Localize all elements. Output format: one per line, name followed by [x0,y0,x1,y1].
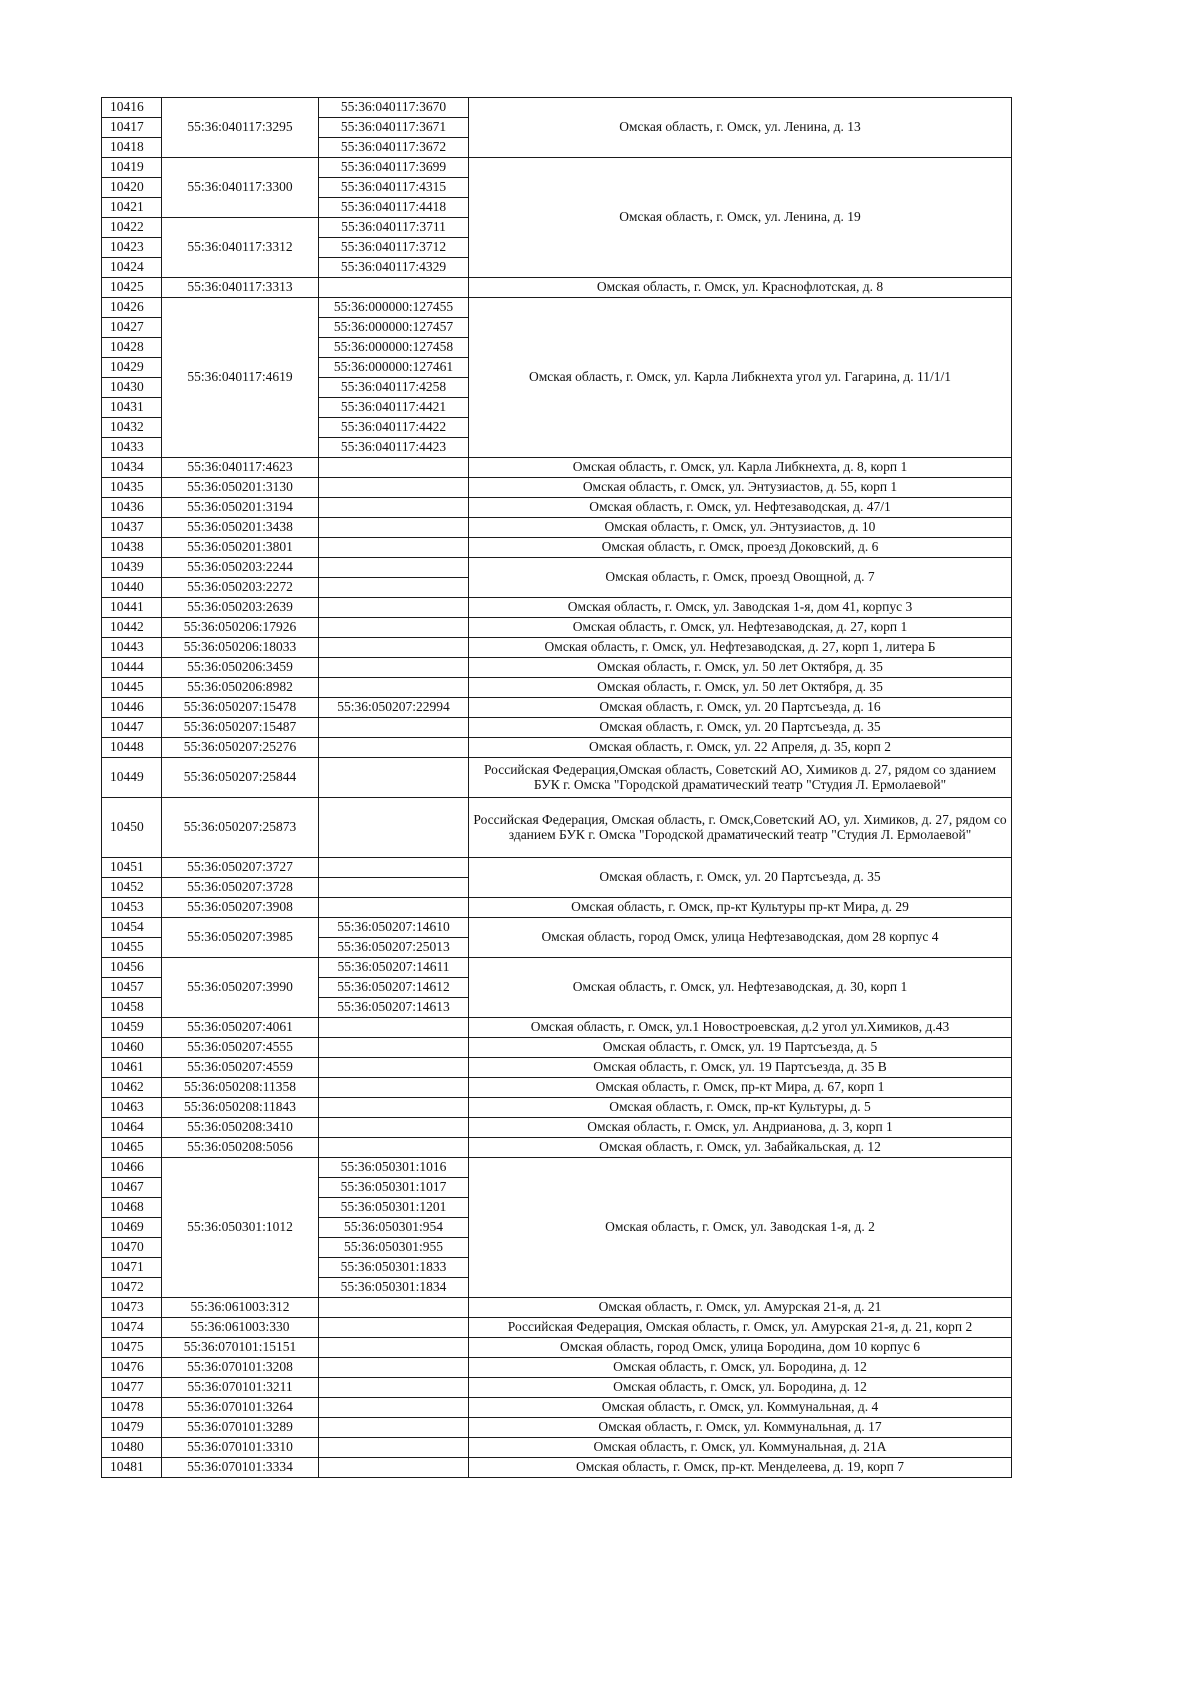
table-row [102,658,1012,678]
cadastral-number-cell: 55:36:040117:3295 [162,98,319,158]
cadastral-number-cell: 55:36:050207:4559 [162,1058,319,1078]
row-number-cell: 10474 [102,1318,162,1338]
cadastral-registry-table [101,97,1012,1478]
address-cell: Омская область, г. Омск, ул. Амурская 21-я, д. 21 [469,1298,1012,1318]
row-number-cell: 10467 [102,1178,162,1198]
table-row [102,298,1012,318]
address-cell: Омская область, г. Омск, ул. 50 лет Октября, д. 35 [469,678,1012,698]
table-row [102,1078,1012,1098]
linked-cadastral-number-cell: 55:36:040117:3699 [319,158,469,178]
linked-cadastral-number-cell [319,538,469,558]
linked-cadastral-number-cell [319,1038,469,1058]
row-number-cell: 10441 [102,598,162,618]
row-number-cell: 10445 [102,678,162,698]
linked-cadastral-number-cell [319,1058,469,1078]
table-row [102,638,1012,658]
address-cell: Омская область, г. Омск, ул. Бородина, д. 12 [469,1378,1012,1398]
table-row [102,958,1012,978]
row-number-cell: 10424 [102,258,162,278]
address-cell: Омская область, город Омск, улица Бородина, дом 10 корпус 6 [469,1338,1012,1358]
row-number-cell: 10438 [102,538,162,558]
row-number-cell: 10433 [102,438,162,458]
address-cell: Омская область, г. Омск, ул. Карла Либкнехта, д. 8, корп 1 [469,458,1012,478]
table-row [102,1118,1012,1138]
table-row [102,158,1012,178]
table-row [102,458,1012,478]
cadastral-number-cell: 55:36:050201:3801 [162,538,319,558]
row-number-cell: 10432 [102,418,162,438]
row-number-cell: 10416 [102,98,162,118]
linked-cadastral-number-cell [319,1358,469,1378]
table-row [102,1318,1012,1338]
linked-cadastral-number-cell [319,1118,469,1138]
cadastral-number-cell: 55:36:050201:3438 [162,518,319,538]
row-number-cell: 10451 [102,858,162,878]
table-row [102,738,1012,758]
table-row [102,1038,1012,1058]
address-cell: Омская область, г. Омск, ул.1 Новостроевская, д.2 угол ул.Химиков, д.43 [469,1018,1012,1038]
linked-cadastral-number-cell [319,1378,469,1398]
linked-cadastral-number-cell [319,558,469,578]
cadastral-number-cell: 55:36:040117:3300 [162,158,319,218]
cadastral-number-cell: 55:36:050206:17926 [162,618,319,638]
table-row [102,98,1012,118]
cadastral-number-cell: 55:36:050207:3990 [162,958,319,1018]
cadastral-number-cell: 55:36:070101:3334 [162,1458,319,1478]
table-row [102,718,1012,738]
cadastral-number-cell: 55:36:050207:25844 [162,758,319,798]
linked-cadastral-number-cell: 55:36:040117:4423 [319,438,469,458]
row-number-cell: 10477 [102,1378,162,1398]
table-row [102,598,1012,618]
cadastral-number-cell: 55:36:050207:3985 [162,918,319,958]
table-row [102,1298,1012,1318]
linked-cadastral-number-cell: 55:36:040117:4422 [319,418,469,438]
linked-cadastral-number-cell: 55:36:040117:4421 [319,398,469,418]
cadastral-number-cell: 55:36:050203:2244 [162,558,319,578]
cadastral-number-cell: 55:36:050207:25276 [162,738,319,758]
row-number-cell: 10464 [102,1118,162,1138]
address-cell: Омская область, г. Омск, ул. Андрианова, д. 3, корп 1 [469,1118,1012,1138]
cadastral-number-cell: 55:36:050207:25873 [162,798,319,858]
cadastral-number-cell: 55:36:050207:15487 [162,718,319,738]
row-number-cell: 10446 [102,698,162,718]
cadastral-number-cell: 55:36:070101:3211 [162,1378,319,1398]
row-number-cell: 10423 [102,238,162,258]
linked-cadastral-number-cell: 55:36:040117:4258 [319,378,469,398]
address-cell: Омская область, г. Омск, пр-кт Культуры пр-кт Мира, д. 29 [469,898,1012,918]
row-number-cell: 10475 [102,1338,162,1358]
linked-cadastral-number-cell: 55:36:050207:22994 [319,698,469,718]
linked-cadastral-number-cell [319,638,469,658]
address-cell: Омская область, г. Омск, ул. 20 Партсъезда, д. 35 [469,858,1012,898]
address-cell: Омская область, г. Омск, ул. Бородина, д. 12 [469,1358,1012,1378]
address-cell: Омская область, г. Омск, ул. Ленина, д. 19 [469,158,1012,278]
address-cell: Российская Федерация, Омская область, г. Омск,Советский АО, ул. Химиков, д. 27, рядом со зданием БУК г. Омска "Городской драматический театр "Студия Л. Ермолаевой" [469,798,1012,858]
address-cell: Российская Федерация,Омская область, Советский АО, Химиков д. 27, рядом со зданием БУК г. Омска "Городской драматический театр "Студия Л. Ермолаевой" [469,758,1012,798]
linked-cadastral-number-cell: 55:36:050207:14612 [319,978,469,998]
linked-cadastral-number-cell [319,878,469,898]
row-number-cell: 10481 [102,1458,162,1478]
linked-cadastral-number-cell: 55:36:050301:1201 [319,1198,469,1218]
row-number-cell: 10472 [102,1278,162,1298]
table-row [102,1358,1012,1378]
row-number-cell: 10429 [102,358,162,378]
address-cell: Омская область, г. Омск, ул. Нефтезаводская, д. 27, корп 1, литера Б [469,638,1012,658]
address-cell: Омская область, г. Омск, ул. Энтузиастов, д. 10 [469,518,1012,538]
cadastral-number-cell: 55:36:050208:11843 [162,1098,319,1118]
row-number-cell: 10453 [102,898,162,918]
row-number-cell: 10456 [102,958,162,978]
cadastral-number-cell: 55:36:050206:18033 [162,638,319,658]
row-number-cell: 10476 [102,1358,162,1378]
cadastral-number-cell: 55:36:040117:4619 [162,298,319,458]
cadastral-number-cell: 55:36:070101:3208 [162,1358,319,1378]
table-row [102,518,1012,538]
row-number-cell: 10427 [102,318,162,338]
linked-cadastral-number-cell: 55:36:050301:954 [319,1218,469,1238]
linked-cadastral-number-cell [319,1318,469,1338]
linked-cadastral-number-cell [319,278,469,298]
address-cell: Омская область, г. Омск, ул. Нефтезаводская, д. 47/1 [469,498,1012,518]
table-row [102,758,1012,798]
cadastral-number-cell: 55:36:061003:312 [162,1298,319,1318]
cadastral-number-cell: 55:36:050207:3908 [162,898,319,918]
row-number-cell: 10420 [102,178,162,198]
linked-cadastral-number-cell: 55:36:050301:955 [319,1238,469,1258]
cadastral-number-cell: 55:36:050207:3727 [162,858,319,878]
linked-cadastral-number-cell: 55:36:040117:4315 [319,178,469,198]
linked-cadastral-number-cell [319,758,469,798]
linked-cadastral-number-cell: 55:36:040117:3711 [319,218,469,238]
linked-cadastral-number-cell: 55:36:000000:127458 [319,338,469,358]
linked-cadastral-number-cell: 55:36:040117:4329 [319,258,469,278]
cadastral-number-cell: 55:36:070101:3310 [162,1438,319,1458]
row-number-cell: 10449 [102,758,162,798]
linked-cadastral-number-cell [319,658,469,678]
row-number-cell: 10426 [102,298,162,318]
table-row [102,1098,1012,1118]
cadastral-number-cell: 55:36:070101:3289 [162,1418,319,1438]
address-cell: Омская область, г. Омск, пр-кт Культуры, д. 5 [469,1098,1012,1118]
address-cell: Омская область, г. Омск, ул. Заводская 1-я, дом 41, корпус 3 [469,598,1012,618]
address-cell: Омская область, г. Омск, ул. 22 Апреля, д. 35, корп 2 [469,738,1012,758]
row-number-cell: 10466 [102,1158,162,1178]
linked-cadastral-number-cell [319,498,469,518]
table-row [102,1138,1012,1158]
linked-cadastral-number-cell: 55:36:050301:1834 [319,1278,469,1298]
address-cell: Омская область, город Омск, улица Нефтезаводская, дом 28 корпус 4 [469,918,1012,958]
linked-cadastral-number-cell [319,1398,469,1418]
cadastral-number-cell: 55:36:050301:1012 [162,1158,319,1298]
linked-cadastral-number-cell [319,518,469,538]
row-number-cell: 10437 [102,518,162,538]
table-row [102,558,1012,578]
table-row [102,1158,1012,1178]
row-number-cell: 10417 [102,118,162,138]
table-row [102,1018,1012,1038]
row-number-cell: 10418 [102,138,162,158]
linked-cadastral-number-cell [319,1338,469,1358]
row-number-cell: 10447 [102,718,162,738]
row-number-cell: 10444 [102,658,162,678]
row-number-cell: 10448 [102,738,162,758]
linked-cadastral-number-cell: 55:36:040117:4418 [319,198,469,218]
address-cell: Омская область, г. Омск, проезд Доковский, д. 6 [469,538,1012,558]
row-number-cell: 10443 [102,638,162,658]
row-number-cell: 10452 [102,878,162,898]
cadastral-number-cell: 55:36:050203:2639 [162,598,319,618]
linked-cadastral-number-cell: 55:36:040117:3712 [319,238,469,258]
cadastral-number-cell: 55:36:040117:3312 [162,218,319,278]
linked-cadastral-number-cell: 55:36:050207:25013 [319,938,469,958]
cadastral-number-cell: 55:36:070101:3264 [162,1398,319,1418]
linked-cadastral-number-cell: 55:36:050301:1017 [319,1178,469,1198]
address-cell: Омская область, г. Омск, ул. Коммунальная, д. 21А [469,1438,1012,1458]
cadastral-number-cell: 55:36:040117:3313 [162,278,319,298]
cadastral-number-cell: 55:36:050207:4555 [162,1038,319,1058]
linked-cadastral-number-cell [319,678,469,698]
linked-cadastral-number-cell [319,618,469,638]
table-row [102,498,1012,518]
linked-cadastral-number-cell [319,478,469,498]
table-row [102,618,1012,638]
table-row [102,538,1012,558]
row-number-cell: 10463 [102,1098,162,1118]
row-number-cell: 10480 [102,1438,162,1458]
row-number-cell: 10462 [102,1078,162,1098]
table-row [102,478,1012,498]
row-number-cell: 10439 [102,558,162,578]
row-number-cell: 10471 [102,1258,162,1278]
row-number-cell: 10458 [102,998,162,1018]
table-row [102,678,1012,698]
row-number-cell: 10478 [102,1398,162,1418]
linked-cadastral-number-cell: 55:36:040117:3670 [319,98,469,118]
table-row [102,798,1012,858]
row-number-cell: 10461 [102,1058,162,1078]
linked-cadastral-number-cell [319,598,469,618]
row-number-cell: 10459 [102,1018,162,1038]
address-cell: Омская область, г. Омск, ул. 20 Партсъезда, д. 16 [469,698,1012,718]
table-row [102,1418,1012,1438]
cadastral-number-cell: 55:36:040117:4623 [162,458,319,478]
address-cell: Омская область, г. Омск, проезд Овощной, д. 7 [469,558,1012,598]
linked-cadastral-number-cell: 55:36:000000:127461 [319,358,469,378]
linked-cadastral-number-cell [319,1098,469,1118]
linked-cadastral-number-cell: 55:36:050207:14611 [319,958,469,978]
registry-table-body [102,98,1012,1478]
linked-cadastral-number-cell: 55:36:000000:127457 [319,318,469,338]
cadastral-number-cell: 55:36:050206:3459 [162,658,319,678]
table-row [102,1378,1012,1398]
linked-cadastral-number-cell [319,1298,469,1318]
row-number-cell: 10460 [102,1038,162,1058]
table-row [102,858,1012,878]
row-number-cell: 10442 [102,618,162,638]
linked-cadastral-number-cell [319,898,469,918]
row-number-cell: 10457 [102,978,162,998]
table-row [102,898,1012,918]
linked-cadastral-number-cell [319,458,469,478]
cadastral-number-cell: 55:36:050203:2272 [162,578,319,598]
address-cell: Омская область, г. Омск, ул. Энтузиастов, д. 55, корп 1 [469,478,1012,498]
address-cell: Омская область, г. Омск, пр-кт Мира, д. 67, корп 1 [469,1078,1012,1098]
table-row [102,278,1012,298]
row-number-cell: 10454 [102,918,162,938]
row-number-cell: 10450 [102,798,162,858]
table-row [102,698,1012,718]
linked-cadastral-number-cell [319,1418,469,1438]
cadastral-number-cell: 55:36:050208:11358 [162,1078,319,1098]
address-cell: Омская область, г. Омск, ул. 19 Партсъезда, д. 5 [469,1038,1012,1058]
linked-cadastral-number-cell [319,718,469,738]
row-number-cell: 10430 [102,378,162,398]
table-row [102,1398,1012,1418]
address-cell: Омская область, г. Омск, ул. Ленина, д. 13 [469,98,1012,158]
table-row [102,1438,1012,1458]
linked-cadastral-number-cell: 55:36:050207:14613 [319,998,469,1018]
row-number-cell: 10428 [102,338,162,358]
cadastral-number-cell: 55:36:050208:3410 [162,1118,319,1138]
table-row [102,1338,1012,1358]
address-cell: Омская область, г. Омск, ул. 20 Партсъезда, д. 35 [469,718,1012,738]
table-row [102,918,1012,938]
row-number-cell: 10431 [102,398,162,418]
address-cell: Омская область, г. Омск, ул. Заводская 1-я, д. 2 [469,1158,1012,1298]
address-cell: Омская область, г. Омск, ул. Коммунальная, д. 17 [469,1418,1012,1438]
linked-cadastral-number-cell [319,1138,469,1158]
linked-cadastral-number-cell [319,738,469,758]
address-cell: Омская область, г. Омск, ул. Коммунальная, д. 4 [469,1398,1012,1418]
address-cell: Омская область, г. Омск, ул. Нефтезаводская, д. 30, корп 1 [469,958,1012,1018]
cadastral-number-cell: 55:36:050201:3130 [162,478,319,498]
row-number-cell: 10440 [102,578,162,598]
linked-cadastral-number-cell [319,1458,469,1478]
cadastral-number-cell: 55:36:050207:15478 [162,698,319,718]
row-number-cell: 10436 [102,498,162,518]
linked-cadastral-number-cell [319,1078,469,1098]
row-number-cell: 10465 [102,1138,162,1158]
address-cell: Омская область, г. Омск, ул. Нефтезаводская, д. 27, корп 1 [469,618,1012,638]
table-row [102,1058,1012,1078]
address-cell: Омская область, г. Омск, ул. 50 лет Октября, д. 35 [469,658,1012,678]
row-number-cell: 10435 [102,478,162,498]
cadastral-number-cell: 55:36:061003:330 [162,1318,319,1338]
linked-cadastral-number-cell: 55:36:050301:1016 [319,1158,469,1178]
row-number-cell: 10422 [102,218,162,238]
row-number-cell: 10473 [102,1298,162,1318]
row-number-cell: 10419 [102,158,162,178]
row-number-cell: 10470 [102,1238,162,1258]
cadastral-number-cell: 55:36:050207:4061 [162,1018,319,1038]
linked-cadastral-number-cell: 55:36:050301:1833 [319,1258,469,1278]
address-cell: Омская область, г. Омск, ул. Краснофлотская, д. 8 [469,278,1012,298]
linked-cadastral-number-cell [319,858,469,878]
row-number-cell: 10479 [102,1418,162,1438]
row-number-cell: 10434 [102,458,162,478]
address-cell: Омская область, г. Омск, ул. Карла Либкнехта угол ул. Гагарина, д. 11/1/1 [469,298,1012,458]
cadastral-number-cell: 55:36:050206:8982 [162,678,319,698]
linked-cadastral-number-cell: 55:36:050207:14610 [319,918,469,938]
address-cell: Российская Федерация, Омская область, г. Омск, ул. Амурская 21-я, д. 21, корп 2 [469,1318,1012,1338]
address-cell: Омская область, г. Омск, ул. Забайкальская, д. 12 [469,1138,1012,1158]
linked-cadastral-number-cell [319,1018,469,1038]
address-cell: Омская область, г. Омск, ул. 19 Партсъезда, д. 35 В [469,1058,1012,1078]
cadastral-number-cell: 55:36:050201:3194 [162,498,319,518]
row-number-cell: 10425 [102,278,162,298]
cadastral-number-cell: 55:36:050208:5056 [162,1138,319,1158]
linked-cadastral-number-cell: 55:36:040117:3672 [319,138,469,158]
address-cell: Омская область, г. Омск, пр-кт. Менделеева, д. 19, корп 7 [469,1458,1012,1478]
linked-cadastral-number-cell: 55:36:000000:127455 [319,298,469,318]
table-row [102,1458,1012,1478]
row-number-cell: 10469 [102,1218,162,1238]
linked-cadastral-number-cell [319,798,469,858]
row-number-cell: 10468 [102,1198,162,1218]
row-number-cell: 10421 [102,198,162,218]
row-number-cell: 10455 [102,938,162,958]
linked-cadastral-number-cell [319,578,469,598]
linked-cadastral-number-cell: 55:36:040117:3671 [319,118,469,138]
cadastral-number-cell: 55:36:050207:3728 [162,878,319,898]
linked-cadastral-number-cell [319,1438,469,1458]
cadastral-number-cell: 55:36:070101:15151 [162,1338,319,1358]
